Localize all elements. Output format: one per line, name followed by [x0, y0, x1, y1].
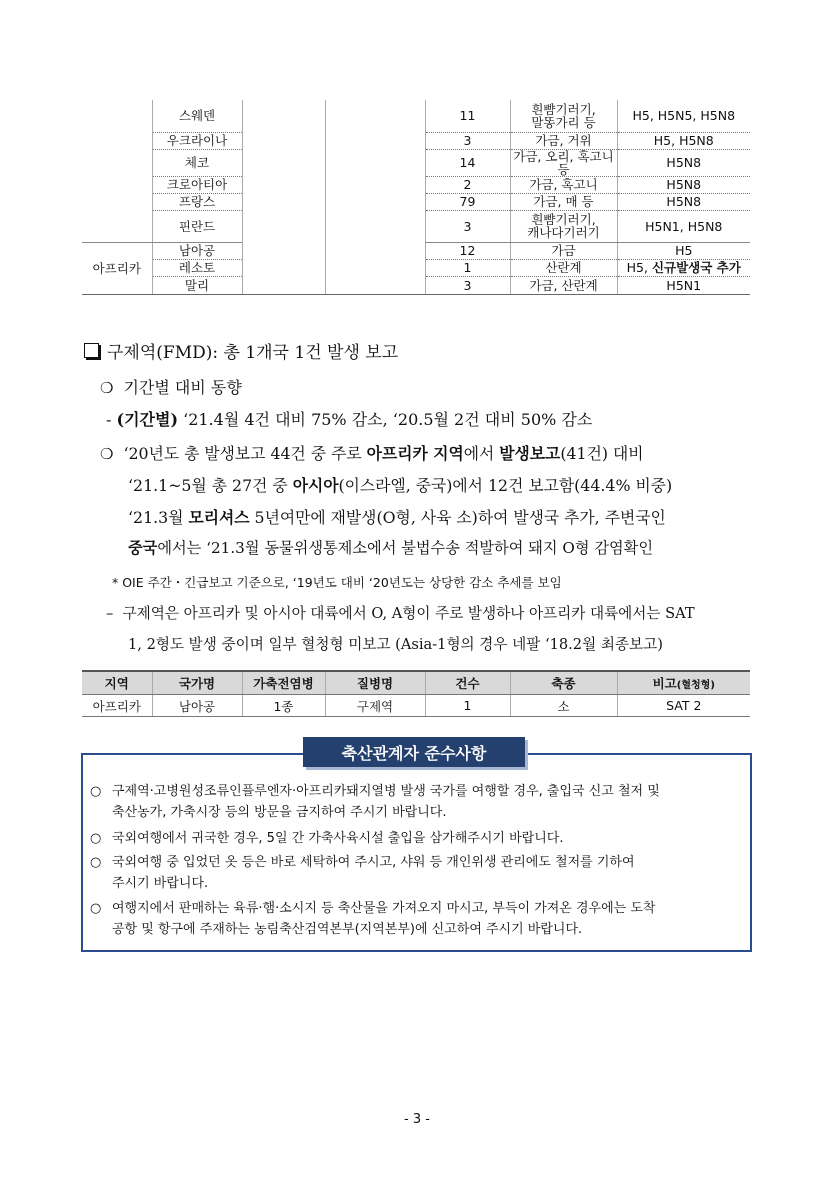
subtype-cell: H5, H5N8	[617, 132, 750, 149]
species-cell: 가금	[510, 242, 617, 259]
fmd-dash-line-2: 1, 2형도 발생 중이며 일부 혈청형 미보고 (Asia-1형의 경우 네팔 ‘18.2월 최종보고)	[128, 636, 663, 653]
fmd-dash-line-1	[106, 602, 695, 623]
fmd-para-line-1	[100, 441, 644, 464]
header-country: 국가명	[152, 671, 242, 695]
notice-item-text	[112, 781, 660, 823]
notice-line: 공항 및 항구에 주재하는 농림축산검역본부(지역본부)에 신고하여 주시기 바랍니다.	[112, 922, 583, 937]
dash-prefix: -	[106, 410, 117, 429]
species-line: 캐나다기러기	[527, 225, 600, 240]
country-cell: 우크라이나	[152, 132, 242, 149]
header-species: 축종	[510, 671, 617, 695]
header-note	[617, 671, 750, 695]
notice-item-text	[112, 898, 655, 940]
count-cell: 79	[425, 193, 510, 210]
cell-disease: 구제역	[325, 695, 425, 717]
species-cell: 가금, 오리, 혹고니 등	[510, 149, 617, 176]
species-cell: 가금, 거위	[510, 132, 617, 149]
notice-line: 구제역·고병원성조류인플루엔자·아프리카돼지열병 발생 국가를 여행할 경우, 출입국 신고 철저 및	[112, 784, 660, 799]
para-text: ‘21.1~5월 총 27건 중	[128, 476, 293, 495]
para-bold: 중국	[128, 539, 158, 557]
period-text: ‘21.4월 4건 대비 75% 감소, ‘20.5월 2건 대비 50% 감소	[178, 410, 593, 429]
para-bold: 아프리카 지역	[366, 444, 464, 463]
count-cell: 3	[425, 132, 510, 149]
country-cell: 말리	[152, 276, 242, 294]
notice-line: 주시기 바랍니다.	[112, 876, 209, 891]
species-cell: 산란계	[510, 259, 617, 276]
empty-col-a	[242, 100, 325, 294]
subtype-text: H5,	[626, 260, 648, 275]
para-text: 에서	[463, 444, 500, 463]
circle-mark-icon: ○	[90, 784, 102, 799]
avian-influenza-table	[82, 100, 750, 295]
header-disease: 질병명	[325, 671, 425, 695]
para-bold: 아시아	[292, 476, 339, 495]
count-cell: 2	[425, 176, 510, 193]
count-cell: 12	[425, 242, 510, 259]
fmd-para-line-3	[128, 505, 666, 528]
dash-mark: –	[106, 605, 114, 622]
subtype-cell: H5N8	[617, 149, 750, 176]
subheading-text: 기간별 대비 동향	[123, 378, 242, 397]
header-count: 건수	[425, 671, 510, 695]
header-note-text: 비고	[652, 676, 677, 691]
country-cell: 프랑스	[152, 193, 242, 210]
empty-col-b	[325, 100, 425, 294]
notice-title: 축산관계자 준수사항	[303, 737, 525, 767]
notice-line: 여행지에서 판매하는 육류·햄·소시지 등 축산물을 가져오지 마시고, 부득이 가져온 경우에는 도착	[112, 901, 656, 916]
count-cell: 3	[425, 210, 510, 242]
circle-mark-icon: ○	[90, 831, 102, 846]
subtype-cell: H5N8	[617, 193, 750, 210]
region-cell-africa: 아프리카	[82, 242, 152, 294]
species-cell	[510, 210, 617, 242]
circle-bullet-icon: ❍	[100, 379, 114, 397]
subtype-cell: H5	[617, 242, 750, 259]
header-grade: 가축전염병	[242, 671, 325, 695]
header-note-small: (혈청형)	[676, 680, 715, 691]
subtype-cell: H5N1	[617, 276, 750, 294]
para-text: (이스라엘, 중국)에서 12건 보고함(44.4% 비중)	[338, 476, 673, 495]
cell-count: 1	[425, 695, 510, 717]
table-row	[82, 695, 750, 717]
notice-item	[90, 828, 745, 849]
notice-line: 국외여행에서 귀국한 경우, 5일 간 가축사육시설 출입을 삼가해주시기 바랍니다.	[112, 831, 564, 846]
page-number: - 3 -	[404, 1112, 430, 1127]
fmd-section-title	[84, 338, 398, 363]
cell-grade: 1종	[242, 695, 325, 717]
country-cell: 레소토	[152, 259, 242, 276]
country-cell: 남아공	[152, 242, 242, 259]
notice-line: 국외여행 중 입었던 옷 등은 바로 세탁하여 주시고, 샤워 등 개인위생 관리에도 철저를 기하여	[112, 855, 635, 870]
cell-region: 아프리카	[82, 695, 152, 717]
notice-item-text	[112, 828, 563, 849]
species-cell: 가금, 산란계	[510, 276, 617, 294]
circle-mark-icon: ○	[90, 901, 102, 916]
country-cell: 체코	[152, 149, 242, 176]
fmd-period-line	[106, 407, 592, 430]
subtype-cell	[617, 259, 750, 276]
notice-item	[90, 781, 745, 823]
fmd-table	[82, 670, 750, 717]
circle-mark-icon: ○	[90, 855, 102, 870]
cell-note: SAT 2	[617, 695, 750, 717]
para-text: 5년여만에 재발생(O형, 사육 소)하여 발생국 추가, 주변국인	[249, 508, 666, 527]
count-cell: 3	[425, 276, 510, 294]
count-cell: 14	[425, 149, 510, 176]
subtype-cell: H5N1, H5N8	[617, 210, 750, 242]
new-country-badge: 신규발생국 추가	[651, 260, 741, 275]
para-text: ‘20년도 총 발생보고 44건 중 주로	[123, 444, 367, 463]
country-cell: 스웨덴	[152, 100, 242, 132]
cell-species: 소	[510, 695, 617, 717]
count-cell: 11	[425, 100, 510, 132]
country-cell: 크로아티아	[152, 176, 242, 193]
species-line: 흰뺨기러기,	[531, 212, 596, 227]
species-cell	[510, 100, 617, 132]
para-text: 에서는 ‘21.3월 동물위생통제소에서 불법수송 적발하여 돼지 O형 감염확인	[157, 539, 654, 557]
para-bold: 모리셔스	[188, 508, 250, 527]
para-text: ‘21.3월	[128, 508, 189, 527]
notice-item	[90, 898, 745, 940]
fmd-para-line-2	[128, 473, 672, 496]
country-cell: 핀란드	[152, 210, 242, 242]
subtype-cell: H5N8	[617, 176, 750, 193]
header-region: 지역	[82, 671, 152, 695]
fmd-subheading	[100, 375, 242, 398]
species-cell: 가금, 매 등	[510, 193, 617, 210]
circle-bullet-icon: ❍	[100, 445, 114, 463]
subtype-cell: H5, H5N5, H5N8	[617, 100, 750, 132]
count-cell: 1	[425, 259, 510, 276]
notice-item	[90, 852, 745, 894]
fmd-footnote: * OIE 주간・긴급보고 기준으로, ‘19년도 대비 ‘20년도는 상당한 감소 추세를 보임	[112, 575, 562, 590]
dash-text: 구제역은 아프리카 및 아시아 대륙에서 O, A형이 주로 발생하나 아프리카 대륙에서는 SAT	[122, 605, 695, 622]
species-cell: 가금, 혹고니	[510, 176, 617, 193]
notice-item-text	[112, 852, 635, 894]
cell-country: 남아공	[152, 695, 242, 717]
para-bold: 발생보고	[499, 444, 561, 463]
para-text: (41건) 대비	[560, 444, 644, 463]
fmd-para-line-4	[128, 537, 653, 558]
species-line: 말똥가리 등	[531, 114, 596, 130]
square-bullet-icon	[84, 343, 99, 358]
period-label: (기간별)	[116, 410, 179, 429]
fmd-title-text: 구제역(FMD): 총 1개국 1건 발생 보고	[107, 343, 399, 363]
species-line: 흰뺨기러기,	[531, 101, 596, 117]
notice-line: 축산농가, 가축시장 등의 방문을 금지하여 주시기 바랍니다.	[112, 805, 447, 820]
region-cell-europe	[82, 100, 152, 242]
